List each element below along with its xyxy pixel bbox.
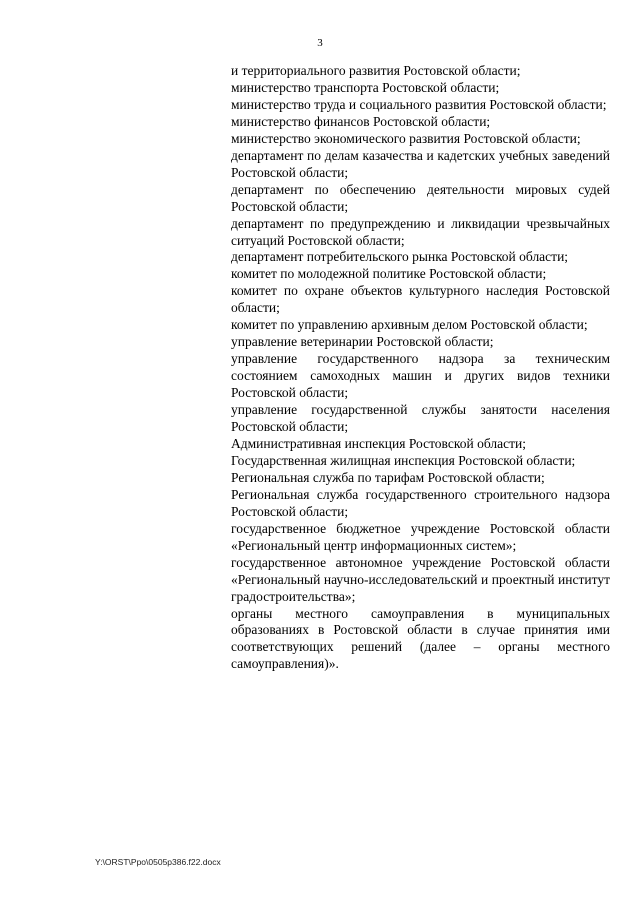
list-item: государственное автономное учреждение Ростовской области «Региональный научно-исследовательский и проектный институт градостроительства»; — [231, 554, 610, 604]
list-item: Региональная служба государственного строительного надзора Ростовской области; — [231, 486, 610, 519]
list-item: департамент по обеспечению деятельности мировых судей Ростовской области; — [231, 181, 610, 214]
list-item: министерство экономического развития Ростовской области; — [231, 130, 581, 146]
list-item: государственное бюджетное учреждение Ростовской области «Региональный центр информационных систем»; — [231, 520, 610, 553]
list-item: министерство транспорта Ростовской области; — [231, 79, 500, 95]
list-item: управление ветеринарии Ростовской области; — [231, 334, 494, 350]
list-item: комитет по молодежной политике Ростовской области; — [231, 266, 547, 282]
list-item: органы местного самоуправления в муниципальных образованиях в Ростовской области в случае принятия ими соответствующих решений (далее – органы местного самоуправления)». — [231, 605, 610, 672]
document-body — [231, 63, 610, 673]
list-item: и территориального развития Ростовской области; — [231, 63, 521, 78]
list-item: Региональная служба по тарифам Ростовской области; — [231, 469, 545, 485]
list-item: департамент по делам казачества и кадетских учебных заведений Ростовской области; — [231, 147, 610, 180]
list-item: министерство финансов Ростовской области; — [231, 113, 491, 129]
list-item: управление государственного надзора за техническим состоянием самоходных машин и других видов техники Ростовской области; — [231, 351, 610, 401]
list-item: департамент по предупреждению и ликвидации чрезвычайных ситуаций Ростовской области; — [231, 215, 610, 248]
page-number: 3 — [317, 37, 323, 49]
list-item: Государственная жилищная инспекция Ростовской области; — [231, 452, 576, 468]
list-item: комитет по охране объектов культурного наследия Ростовской области; — [231, 283, 610, 316]
list-item: управление государственной службы занятости населения Ростовской области; — [231, 402, 610, 435]
list-item: Административная инспекция Ростовской области; — [231, 435, 526, 451]
list-item: комитет по управлению архивным делом Ростовской области; — [231, 317, 588, 333]
list-item: департамент потребительского рынка Ростовской области; — [231, 249, 569, 265]
list-item: министерство труда и социального развития Ростовской области; — [231, 96, 607, 112]
file-path-footer: Y:\ORST\Ppo\0505p386.f22.docx — [95, 857, 221, 867]
